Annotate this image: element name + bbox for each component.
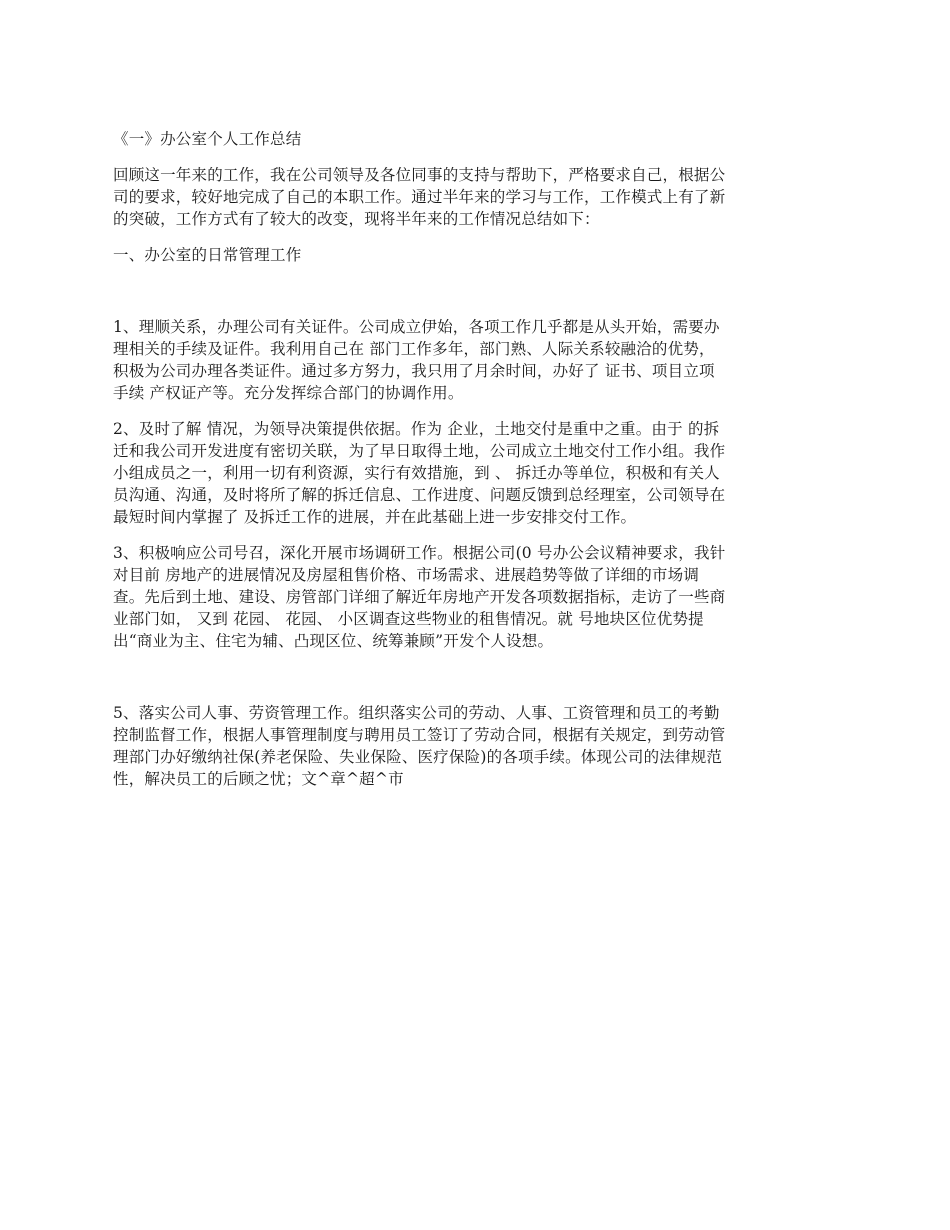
text-line: 小组成员之一，利用一切有利资源，实行有效措施，到 、 拆迁办等单位，积极和有关人	[113, 464, 720, 482]
text-line: 出“商业为主、住宅为辅、凸现区位、统筹兼顾”开发个人设想。	[113, 632, 554, 650]
text-line: 手续 产权证产等。充分发挥综合部门的协调作用。	[113, 384, 464, 402]
text-line: 5、落实公司人事、劳资管理工作。组织落实公司的劳动、人事、工资管理和员工的考勤	[113, 704, 720, 722]
text-line: 查。先后到土地、建设、房管部门详细了解近年房地产开发各项数据指标，走访了一些商	[113, 588, 726, 606]
document-title	[113, 128, 841, 150]
text-line: 3、积极响应公司号召，深化开展市场调研工作。根据公司(0 号办公会议精神要求，我针	[113, 544, 726, 562]
text-line: 性，解决员工的后顾之忧；文^章^超^市	[113, 770, 404, 788]
text-line: 2、及时了解 情况，为领导决策提供依据。作为 企业，土地交付是重中之重。由于 的拆	[113, 420, 720, 438]
text-line: 《一》办公室个人工作总结	[113, 130, 302, 148]
text-line: 控制监督工作，根据人事管理制度与聘用员工签订了劳动合同，根据有关规定，到劳动管	[113, 726, 726, 744]
item-1-paragraph	[113, 316, 841, 404]
text-line: 理相关的手续及证件。我利用自己在 部门工作多年，部门熟、人际关系较融洽的优势，	[113, 340, 715, 358]
text-line: 1、理顺关系，办理公司有关证件。公司成立伊始，各项工作几乎都是从头开始，需要办	[113, 318, 720, 336]
text-line: 对目前 房地产的进展情况及房屋租售价格、市场需求、进展趋势等做了详细的市场调	[113, 566, 700, 584]
intro-paragraph	[113, 164, 841, 230]
text-line: 员沟通、沟通，及时将所了解的拆迁信息、工作进度、问题反馈到总经理室，公司领导在	[113, 486, 726, 504]
text-line: 理部门办好缴纳社保(养老保险、失业保险、医疗保险)的各项手续。体现公司的法律规范	[113, 748, 723, 766]
item-5-paragraph	[113, 702, 841, 790]
section-heading	[113, 244, 841, 266]
item-2-paragraph	[113, 418, 841, 528]
text-line: 的突破，工作方式有了较大的改变，现将半年来的工作情况总结如下：	[113, 210, 600, 228]
text-line: 一、办公室的日常管理工作	[113, 246, 302, 264]
text-line: 迁和我公司开发进度有密切关联，为了早日取得土地，公司成立土地交付工作小组。我作	[113, 442, 726, 460]
text-line: 最短时间内掌握了 及拆迁工作的进展，并在此基础上进一步安排交付工作。	[113, 508, 637, 526]
document-page	[113, 128, 841, 790]
item-3-paragraph	[113, 542, 841, 652]
text-line: 积极为公司办理各类证件。通过多方努力，我只用了月余时间，办好了 证书、项目立项	[113, 362, 715, 380]
text-line: 业部门如， 又到 花园、 花园、 小区调查这些物业的租售情况。就 号地块区位优势提	[113, 610, 704, 628]
text-line: 司的要求，较好地完成了自己的本职工作。通过半年来的学习与工作，工作模式上有了新	[113, 188, 726, 206]
text-line: 回顾这一年来的工作，我在公司领导及各位同事的支持与帮助下，严格要求自己，根据公	[113, 166, 726, 184]
